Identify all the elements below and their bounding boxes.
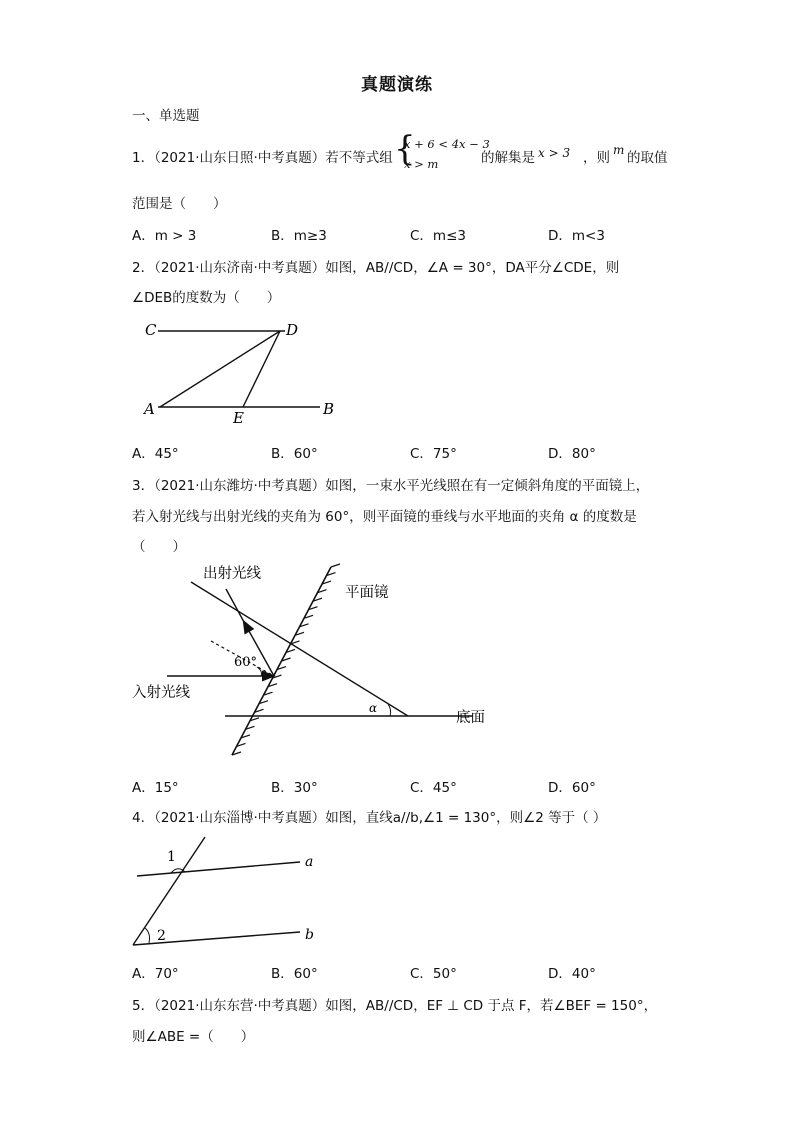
- q4-option-c: C．50°: [410, 966, 457, 982]
- q4-option-a: A．70°: [132, 966, 179, 982]
- page-title: 真题演练: [361, 75, 433, 95]
- q4-line1: 4．（2021·山东淄博·中考真题）如图，直线a//b,∠1 = 130°，则∠2 等于（ ）: [132, 810, 607, 826]
- label-reflected: 出射光线: [203, 566, 261, 582]
- q3-line2: 若入射光线与出射光线的夹角为 60°，则平面镜的垂线与水平地面的夹角 α 的度数是: [132, 509, 637, 525]
- q3-option-d: D．60°: [548, 780, 596, 796]
- label-line-b: b: [305, 927, 314, 943]
- q4-option-b: B．60°: [271, 966, 318, 982]
- q3-line3: （ ）: [132, 539, 186, 555]
- label-d: D: [286, 321, 299, 339]
- q1-option-b: B．m≥3: [271, 228, 327, 244]
- q1-mid2: ，则: [583, 150, 610, 166]
- q2-option-b: B．60°: [271, 446, 318, 462]
- q2-option-c: C．75°: [410, 446, 457, 462]
- q1-system-eq2: x > m: [404, 157, 439, 171]
- label-ground: 底面: [456, 710, 485, 726]
- q4-option-d: D．40°: [548, 966, 596, 982]
- q1-variable: m: [613, 143, 625, 157]
- q1-option-d: D．m<3: [548, 228, 605, 244]
- q3-option-a: A．15°: [132, 780, 179, 796]
- q3-line1: 3．（2021·山东潍坊·中考真题）如图，一束水平光线照在有一定倾斜角度的平面镜上，: [132, 478, 650, 494]
- q4-figure: [125, 835, 335, 955]
- q2-line1: 2．（2021·山东济南·中考真题）如图，AB//CD，∠A = 30°，DA平分∠CDE，则: [132, 260, 620, 276]
- q2-line2: ∠DEB的度数为（ ）: [132, 290, 281, 306]
- q1-system-eq1: x + 6 < 4x − 3: [404, 137, 490, 151]
- label-angle-60: 60°: [234, 655, 258, 670]
- label-mirror: 平面镜: [345, 585, 389, 601]
- q1-condition: x > 3: [538, 146, 571, 160]
- q2-figure: [130, 315, 350, 430]
- label-b: B: [323, 400, 335, 418]
- label-a: A: [144, 400, 155, 418]
- q5-line1: 5．（2021·山东东营·中考真题）如图，AB//CD，EF ⊥ CD 于点 F，若∠BEF = 150°，: [132, 998, 658, 1014]
- mirror-hatch-mark: [331, 564, 340, 567]
- label-incident: 入射光线: [132, 685, 190, 701]
- q5-line2: 则∠ABE =（ ）: [132, 1029, 255, 1045]
- q1-prefix: 1．（2021·山东日照·中考真题）若不等式组: [132, 150, 393, 166]
- q1-suffix: 的取值: [627, 150, 668, 166]
- q2-option-a: A．45°: [132, 446, 179, 462]
- q1-brace: {: [394, 129, 416, 169]
- q3-option-b: B．30°: [271, 780, 318, 796]
- label-angle-1: 1: [167, 849, 176, 865]
- line-a: [137, 862, 300, 876]
- q1-option-a: A．m > 3: [132, 228, 197, 244]
- q1-mid: 的解集是: [481, 150, 535, 166]
- label-angle-2: 2: [157, 928, 166, 944]
- label-alpha: α: [369, 701, 378, 715]
- label-c: C: [145, 321, 157, 339]
- section-heading: 一、单选题: [132, 108, 200, 124]
- angle-2-arc: [145, 928, 150, 943]
- q3-figure: [125, 555, 505, 765]
- label-e: E: [233, 409, 244, 427]
- q1-option-c: C．m≤3: [410, 228, 466, 244]
- q2-option-d: D．80°: [548, 446, 596, 462]
- q1-line2: 范围是（ ）: [132, 196, 227, 212]
- q3-option-c: C．45°: [410, 780, 457, 796]
- label-line-a: a: [305, 854, 314, 870]
- mirror-normal-line: [191, 582, 408, 716]
